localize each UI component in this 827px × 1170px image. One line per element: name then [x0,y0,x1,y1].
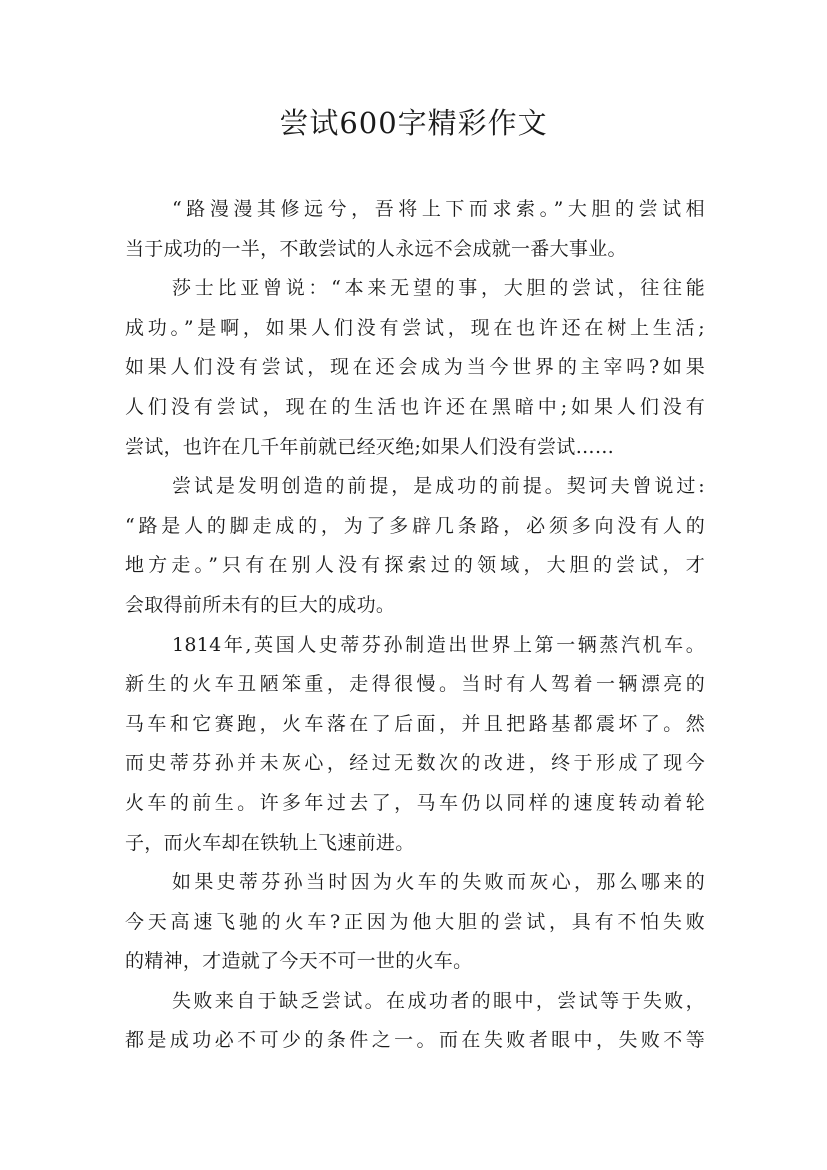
text-line: 而史蒂芬孙并未灰心，经过无数次的改进，终于形成了现今 [125,752,705,775]
text-line: 尝试，也许在几千年前就已经灭绝;如果人们没有尝试…… [125,435,615,458]
text-line: 马车和它赛跑，火车落在了后面，并且把路基都震坏了。然 [125,712,705,735]
text-line: 成功。”是啊，如果人们没有尝试，现在也许还在树上生活; [125,316,705,339]
text-line: 失败来自于缺乏尝试。在成功者的眼中，尝试等于失败， [172,989,705,1012]
text-line: 都是成功必不可少的条件之一。而在失败者眼中，失败不等 [125,1029,705,1052]
text-line: 火车的前生。许多年过去了，马车仍以同样的速度转动着轮 [125,791,705,814]
text-line: “路是人的脚走成的，为了多辟几条路，必须多向没有人的 [125,514,705,537]
text-line: 子，而火车却在铁轨上飞速前进。 [125,831,415,854]
text-line: 会取得前所未有的巨大的成功。 [125,593,396,616]
text-line: 如果史蒂芬孙当时因为火车的失败而灰心，那么哪来的 [172,871,705,894]
text-line: 1814年,英国人史蒂芬孙制造出世界上第一辆蒸汽机车。 [172,633,705,656]
text-line: 新生的火车丑陋笨重，走得很慢。当时有人驾着一辆漂亮的 [125,673,705,696]
text-line: “路漫漫其修远兮，吾将上下而求索。”大胆的尝试相 [172,198,705,220]
text-line: 莎士比亚曾说：“本来无望的事，大胆的尝试，往往能 [172,277,705,300]
text-line: 的精神，才造就了今天不可一世的火车。 [125,950,473,973]
document-title: 尝试600字精彩作文 [279,106,548,140]
text-line: 如果人们没有尝试，现在还会成为当今世界的主宰吗?如果 [125,356,705,379]
text-line: 地方走。”只有在别人没有探索过的领域，大胆的尝试，才 [125,554,705,577]
text-line: 当于成功的一半，不敢尝试的人永远不会成就一番大事业。 [125,237,627,260]
text-line: 人们没有尝试，现在的生活也许还在黑暗中;如果人们没有 [125,395,705,418]
document-body [125,190,705,1061]
text-line: 尝试是发明创造的前提，是成功的前提。契诃夫曾说过: [172,475,705,498]
text-line: 今天高速飞驰的火车?正因为他大胆的尝试，具有不怕失败 [125,910,705,933]
